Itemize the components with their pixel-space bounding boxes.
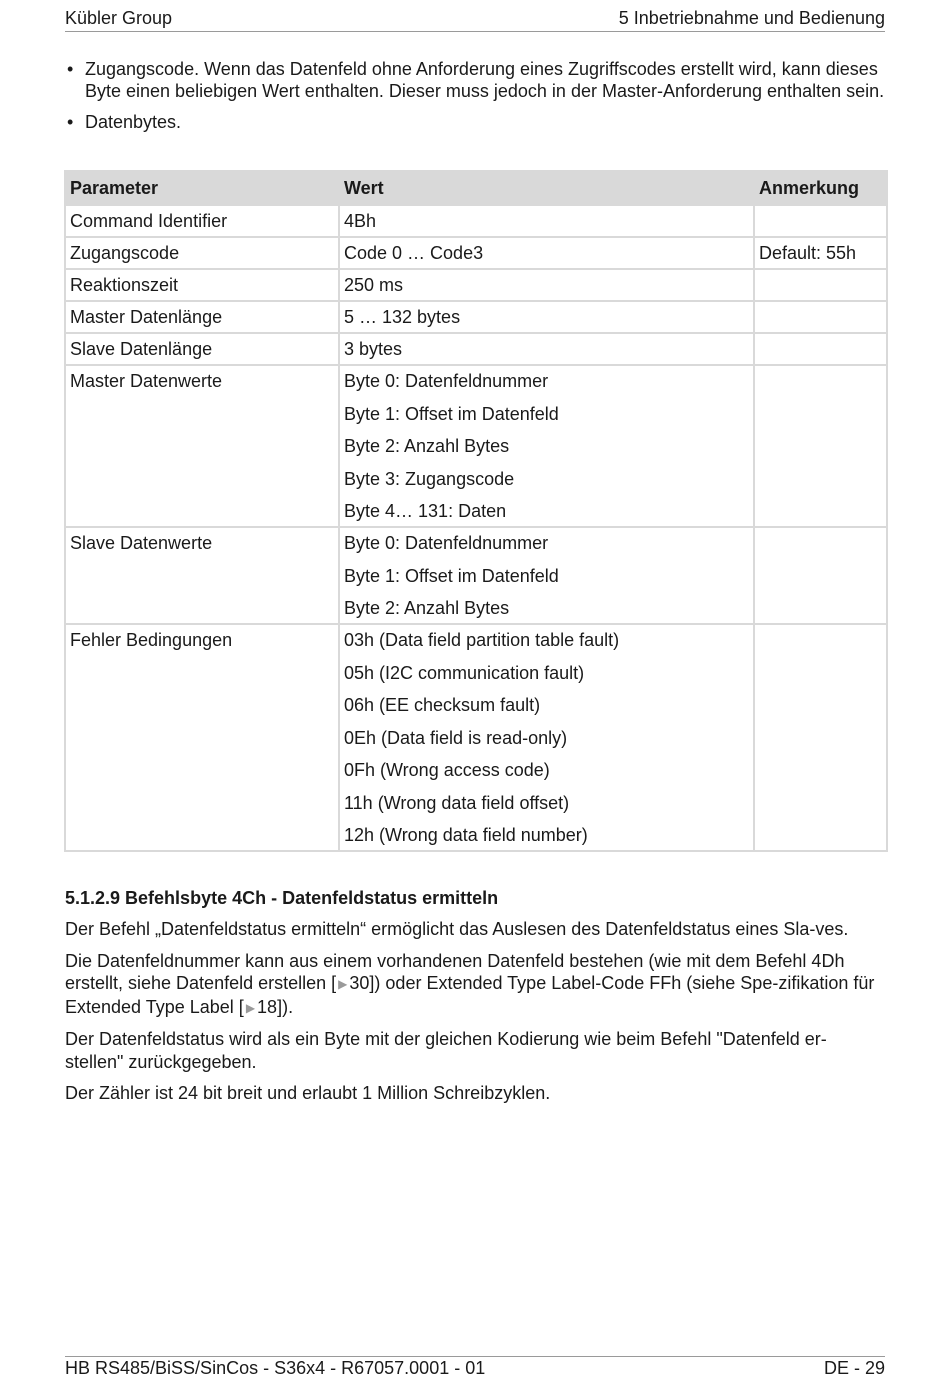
header-company: Kübler Group — [65, 8, 173, 28]
cell-anmerkung: Default: 55h — [754, 237, 887, 269]
cell-value-line: Byte 1: Offset im Datenfeld — [344, 565, 559, 586]
footer-document-id: HB RS485/BiSS/SinCos - S36x4 - R67057.0001 - 01 — [65, 1358, 486, 1378]
table-header-row — [65, 171, 887, 205]
cell-wert — [339, 269, 754, 301]
cell-value-line: Byte 4… 131: Daten — [344, 501, 507, 521]
cell-parameter: Zugangscode — [65, 237, 339, 269]
cell-value-line: 4Bh — [344, 211, 377, 231]
table-row — [65, 301, 887, 333]
cell-value-line: 03h (Data field partition table fault) — [344, 630, 620, 650]
bullet-dot: • — [67, 112, 74, 132]
cell-parameter: Slave Datenlänge — [65, 333, 339, 365]
cell-value-line: 3 bytes — [344, 339, 403, 359]
cell-value-line: 05h (I2C communication fault) — [344, 662, 585, 683]
cell-parameter: Master Datenlänge — [65, 301, 339, 333]
bullet-list — [65, 58, 885, 142]
cell-value-line: 250 ms — [344, 275, 404, 295]
parameter-table — [64, 170, 888, 852]
cell-anmerkung — [754, 269, 887, 301]
cell-parameter: Master Datenwerte — [65, 365, 339, 527]
cell-anmerkung — [754, 624, 887, 851]
paragraph-text: ]) oder Extended Type Label-Code FFh (siehe Spe-zifikation für Extended Type Label [ — [65, 973, 875, 1017]
cell-value-line: Byte 1: Offset im Datenfeld — [344, 403, 559, 424]
paragraph-text: Die Datenfeldnummer kann aus einem vorhandenen Datenfeld bestehen (wie mit dem Befehl 4Dh erstellt, siehe Datenfeld erstellen [ — [65, 950, 845, 993]
table-row — [65, 205, 887, 237]
table-row — [65, 333, 887, 365]
cell-anmerkung — [754, 205, 887, 237]
table-row — [65, 269, 887, 301]
cell-wert — [339, 301, 754, 333]
cell-parameter: Fehler Bedingungen — [65, 624, 339, 851]
cell-value-line: 0Fh (Wrong access code) — [344, 760, 550, 780]
paragraph: Der Datenfeldstatus wird als ein Byte mit der gleichen Kodierung wie beim Befehl "Datenfeld er-stellen" zurückgegeben. — [65, 1029, 827, 1072]
cell-value-line: Byte 3: Zugangscode — [344, 468, 515, 489]
cell-anmerkung — [754, 301, 887, 333]
cell-value-line: 5 … 132 bytes — [344, 307, 461, 327]
cell-wert — [339, 365, 754, 527]
cell-parameter: Reaktionszeit — [65, 269, 339, 301]
table-row — [65, 237, 887, 269]
cell-value-line: Byte 0: Datenfeldnummer — [344, 533, 549, 553]
cell-value-line: Byte 2: Anzahl Bytes — [344, 598, 510, 618]
cell-wert — [339, 237, 754, 269]
col-header-parameter: Parameter — [65, 171, 339, 205]
paragraph-with-refs — [65, 950, 885, 1020]
cell-anmerkung — [754, 365, 887, 527]
cell-value-line: 11h (Wrong data field offset) — [344, 792, 570, 813]
table-row — [65, 365, 887, 527]
cell-wert — [339, 527, 754, 624]
cell-value-line: Byte 0: Datenfeldnummer — [344, 371, 549, 391]
bullet-dot: • — [67, 59, 74, 79]
col-header-wert: Wert — [339, 171, 754, 205]
reference-arrow-icon: ▶ — [245, 1000, 256, 1015]
page-footer — [65, 1356, 885, 1379]
bullet-text: Zugangscode. Wenn das Datenfeld ohne Anforderung eines Zugriffscodes erstellt wird, kann dieses Byte einen beliebigen Wert enthalten. Dieser muss jedoch in der Master-Anforderung enthalten sein. — [85, 59, 885, 101]
cell-wert — [339, 333, 754, 365]
page-reference-link[interactable]: 30 — [349, 973, 370, 993]
cell-wert — [339, 624, 754, 851]
cell-anmerkung — [754, 333, 887, 365]
page-header — [65, 7, 885, 32]
section-4ch — [65, 886, 885, 1114]
paragraph: Der Zähler ist 24 bit breit und erlaubt 1 Million Schreibzyklen. — [65, 1083, 551, 1103]
cell-anmerkung — [754, 527, 887, 624]
table-row — [65, 624, 887, 851]
header-chapter: 5 Inbetriebnahme und Bedienung — [618, 8, 885, 28]
table-body — [65, 205, 887, 851]
reference-arrow-icon: ▶ — [338, 977, 348, 991]
paragraph-text: ]). — [277, 996, 294, 1017]
table-row — [65, 527, 887, 624]
bullet-item — [65, 111, 885, 133]
cell-value-line: 0Eh (Data field is read-only) — [344, 727, 568, 748]
bullet-item — [65, 58, 885, 102]
page-reference-link[interactable]: 18 — [257, 996, 278, 1017]
col-header-anmerkung: Anmerkung — [754, 171, 887, 205]
cell-value-line: 06h (EE checksum fault) — [344, 695, 541, 715]
footer-page-number: DE - 29 — [823, 1358, 885, 1378]
cell-parameter: Command Identifier — [65, 205, 339, 237]
paragraph: Der Befehl „Datenfeldstatus ermitteln“ ermöglicht das Auslesen des Datenfeldstatus eines Sla-ves. — [65, 919, 849, 939]
cell-value-line: 12h (Wrong data field number) — [344, 825, 588, 845]
bullet-text: Datenbytes. — [85, 112, 182, 132]
cell-value-line: Byte 2: Anzahl Bytes — [344, 436, 510, 456]
cell-value-line: Code 0 … Code3 — [344, 243, 484, 263]
cell-parameter: Slave Datenwerte — [65, 527, 339, 624]
cell-wert — [339, 205, 754, 237]
section-heading: 5.1.2.9 Befehlsbyte 4Ch - Datenfeldstatus ermitteln — [65, 888, 499, 908]
